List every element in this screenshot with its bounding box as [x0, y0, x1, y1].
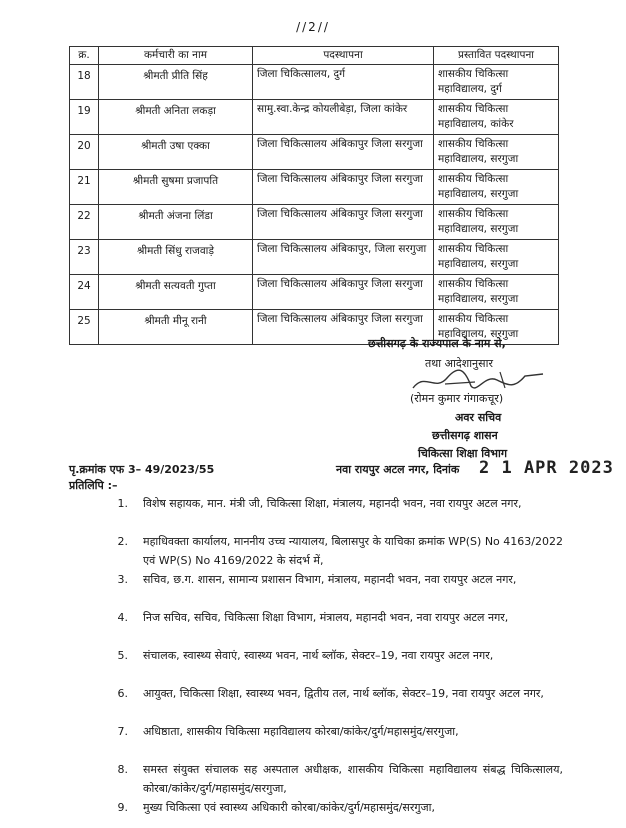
proposed-posting-cell: शासकीय चिकित्सा महाविद्यालय, कांकेर — [434, 100, 559, 135]
header-proposed-posting: प्रस्तावित पदस्थापना — [434, 47, 559, 65]
posting-cell: जिला चिकित्सालय अंबिकापुर जिला सरगुजा — [253, 310, 434, 345]
list-item-text: निज सचिव, सचिव, चिकित्सा शिक्षा विभाग, मंत्रालय, महानदी भवन, नवा रायपुर अटल नगर, — [143, 611, 509, 624]
table-row — [70, 65, 559, 100]
order-line: तथा आदेशानुसार — [425, 357, 493, 370]
place-date-label: नवा रायपुर अटल नगर, दिनांक — [336, 463, 460, 476]
name-cell: श्रीमती सुषमा प्रजापति — [99, 170, 253, 205]
serial-cell: 20 — [70, 135, 99, 170]
list-item-number: 1. — [117, 497, 128, 510]
name-cell: श्रीमती प्रीति सिंह — [99, 65, 253, 100]
proposed-posting-cell: शासकीय चिकित्सा महाविद्यालय, सरगुजा — [434, 170, 559, 205]
list-item-text: समस्त संयुक्त संचालक सह अस्पताल अधीक्षक, शासकीय चिकित्सा महाविद्यालय संबद्ध चिकित्सालय, कोरबा/कांकेर/दुर्ग/महासमुंद/सरगुजा, — [143, 763, 563, 795]
list-item-text: आयुक्त, चिकित्सा शिक्षा, स्वास्थ्य भवन, द्वितीय तल, नार्थ ब्लॉक, सेक्टर–19, नवा रायपुर अटल नगर, — [143, 687, 544, 700]
table-row — [70, 240, 559, 275]
table-header-row — [70, 47, 559, 65]
list-item-text: सचिव, छ.ग. शासन, सामान्य प्रशासन विभाग, मंत्रालय, महानदी भवन, नवा रायपुर अटल नगर, — [143, 573, 517, 586]
serial-cell: 22 — [70, 205, 99, 240]
serial-cell: 23 — [70, 240, 99, 275]
list-item-text: संचालक, स्वास्थ्य सेवाएं, स्वास्थ्य भवन, नार्थ ब्लॉक, सेक्टर–19, नवा रायपुर अटल नगर, — [143, 649, 494, 662]
posting-cell: जिला चिकित्सालय अंबिकापुर जिला सरगुजा — [253, 275, 434, 310]
list-item-number: 7. — [117, 725, 128, 738]
list-item-number: 6. — [117, 687, 128, 700]
date-stamp: 2 1 APR 2023 — [479, 458, 614, 478]
proposed-posting-cell: शासकीय चिकित्सा महाविद्यालय, सरगुजा — [434, 310, 559, 345]
posting-cell: जिला चिकित्सालय अंबिकापुर जिला सरगुजा — [253, 135, 434, 170]
list-item-number: 9. — [117, 801, 128, 814]
name-cell: श्रीमती मीनू रानी — [99, 310, 253, 345]
signer-government: छत्तीसगढ़ शासन — [432, 429, 498, 442]
posting-cell: जिला चिकित्सालय अंबिकापुर जिला सरगुजा — [253, 170, 434, 205]
proposed-posting-cell: शासकीय चिकित्सा महाविद्यालय, सरगुजा — [434, 135, 559, 170]
serial-cell: 25 — [70, 310, 99, 345]
table-row — [70, 170, 559, 205]
name-cell: श्रीमती उषा एक्का — [99, 135, 253, 170]
governor-order-line: छत्तीसगढ़ के राज्यपाल के नाम से, — [368, 337, 506, 350]
list-item-text: महाधिवक्ता कार्यालय, माननीय उच्च न्यायालय, बिलासपुर के याचिका क्रमांक WP(S) No 4163/2022 एवं WP(S) No 4169/2022 के संदर्भ में, — [143, 535, 563, 567]
name-cell: श्रीमती अंजना लिंडा — [99, 205, 253, 240]
serial-cell: 19 — [70, 100, 99, 135]
list-item-number: 4. — [117, 611, 128, 624]
list-item-text: अधिष्ठाता, शासकीय चिकित्सा महाविद्यालय कोरबा/कांकेर/दुर्ग/महासमुंद/सरगुजा, — [143, 725, 459, 738]
list-item-number: 2. — [117, 535, 128, 548]
list-item-text: विशेष सहायक, मान. मंत्री जी, चिकित्सा शिक्षा, मंत्रालय, महानदी भवन, नवा रायपुर अटल नगर, — [143, 497, 522, 510]
table-row — [70, 135, 559, 170]
proposed-posting-cell: शासकीय चिकित्सा महाविद्यालय, सरगुजा — [434, 275, 559, 310]
proposed-posting-cell: शासकीय चिकित्सा महाविद्यालय, सरगुजा — [434, 240, 559, 275]
signer-name: (रोमन कुमार गंगाकचूर) — [410, 392, 504, 405]
posting-cell: जिला चिकित्सालय अंबिकापुर, जिला सरगुजा — [253, 240, 434, 275]
table-row — [70, 275, 559, 310]
list-item-number: 5. — [117, 649, 128, 662]
table-row — [70, 205, 559, 240]
posting-cell: सामु.स्वा.केन्द्र कोयलीबेड़ा, जिला कांकेर — [253, 100, 434, 135]
name-cell: श्रीमती सिंधु राजवाड़े — [99, 240, 253, 275]
list-item-text: मुख्य चिकित्सा एवं स्वास्थ्य अधिकारी कोरबा/कांकेर/दुर्ग/महासमुंद/सरगुजा, — [143, 801, 436, 814]
header-employee-name: कर्मचारी का नाम — [99, 47, 253, 65]
posting-cell: जिला चिकित्सालय अंबिकापुर जिला सरगुजा — [253, 205, 434, 240]
proposed-posting-cell: शासकीय चिकित्सा महाविद्यालय, सरगुजा — [434, 205, 559, 240]
posting-cell: जिला चिकित्सालय, दुर्ग — [253, 65, 434, 100]
list-item-number: 3. — [117, 573, 128, 586]
signer-designation: अवर सचिव — [455, 411, 502, 424]
endorsement-number: पृ.क्रमांक एफ 3– 49/2023/55 — [69, 463, 215, 476]
header-serial: क्र. — [70, 47, 99, 65]
serial-cell: 24 — [70, 275, 99, 310]
serial-cell: 21 — [70, 170, 99, 205]
staff-table — [69, 46, 559, 345]
header-posting: पदस्थापना — [253, 47, 434, 65]
copy-label: प्रतिलिपि :– — [69, 479, 118, 492]
list-item-number: 8. — [117, 763, 128, 776]
proposed-posting-cell: शासकीय चिकित्सा महाविद्यालय, दुर्ग — [434, 65, 559, 100]
name-cell: श्रीमती सत्यवती गुप्ता — [99, 275, 253, 310]
signer-department: चिकित्सा शिक्षा विभाग — [418, 447, 508, 460]
name-cell: श्रीमती अनिता लकड़ा — [99, 100, 253, 135]
table-row — [70, 100, 559, 135]
page-number: //2// — [296, 20, 330, 34]
serial-cell: 18 — [70, 65, 99, 100]
